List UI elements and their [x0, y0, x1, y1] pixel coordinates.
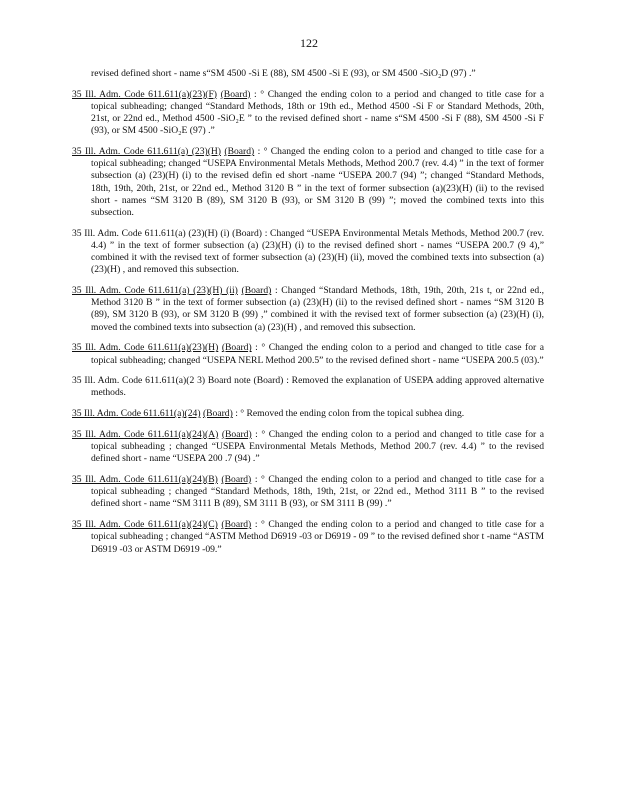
actor: (Board) — [220, 88, 251, 100]
citation: 35 Ill. Adm. Code 611.611(a)(23)(H) — [72, 342, 219, 354]
change-description: : ° Changed the ending colon to a period and changed to title case for a topical subheading ; changed “USEPA Environmental Metals Methods, Method 200.7 (rev. 4.4) ” to the revised defined short - name “USEPA 200 .7 (94) .” — [91, 428, 544, 465]
citation: 35 Ill. Adm. Code 611.611(a) (23)(H) (ii) — [72, 285, 238, 297]
amendment-entry — [72, 89, 544, 138]
citation: 35 Ill. Adm. Code 611.611(a)(23)(F) — [72, 88, 218, 100]
amendment-entry — [72, 228, 544, 277]
amendment-entry — [72, 474, 544, 511]
citation: 35 Ill. Adm. Code 611.611(a)(24)(A) — [72, 428, 219, 440]
amendment-entry — [72, 285, 544, 334]
change-description: : Changed “USEPA Environmental Metals Methods, Method 200.7 (rev. 4.4) ” in the text of former subsection (a) (23)(H) (i) to the revised defined short - names “USEPA 200.7 (9 4),” combined it with the revised text of former subsection (a) (23)(H) (ii), moved the combined texts into subsection (a) (23)(H) , and removed this subsection. — [91, 227, 544, 276]
citation: 35 Ill. Adm. Code 611.611(a)(2 3) Board note — [72, 375, 251, 387]
continued-paragraph: revised defined short - name s“SM 4500 -Si E (88), SM 4500 -Si E (93), or SM 4500 -SiO₂D (97) .” — [91, 68, 476, 79]
actor: (Board) — [202, 408, 233, 420]
actor: (Board) — [221, 473, 252, 485]
actor: (Board) — [232, 227, 262, 239]
citation: 35 Ill. Adm. Code 611.611(a)(24) — [72, 408, 201, 420]
amendment-entry — [72, 146, 544, 219]
actor: (Board) — [221, 519, 252, 531]
document-body — [72, 68, 544, 564]
actor: (Board) — [224, 146, 255, 158]
change-description: : ° Changed the ending colon to a period and changed to title case for a topical subheading; changed “Standard Methods, 18th or 19th ed., Method 4500 -Si F or Standard Methods, 20th, 21st, or 22nd ed., Method 4500 -SiO₂E ” to the revised defined short - name s“SM 4500 -Si F (88), SM 4500 -Si F (93), or SM 4500 -SiO₂E (97) .” — [91, 88, 544, 137]
change-description: : ° Changed the ending colon to a period and changed to title case for a topical subheading; changed “USEPA Environmental Metals Methods, Method 200.7 (rev. 4.4) ” in the text of former subsection (a) (23)(H) (i) to the revised defin ed short -name “USEPA 200.7 (94) ”; changed “Standard Methods, 18th, 19th, 20th, 21st, or 22nd ed., Method 3120 B ” in the text of former subsection (a)(23)(H) (ii) to the revised short - names “SM 3120 B (89), SM 3120 B (93), or SM 3120 B (99) ”; moved the combined texts into this subsection. — [91, 146, 545, 219]
amendment-entry — [72, 519, 544, 556]
amendment-entry — [72, 342, 544, 366]
citation: 35 Ill. Adm. Code 611.611(a) (23)(H) — [72, 146, 222, 158]
citation: 35 Ill. Adm. Code 611.611(a) (23)(H) (i) — [72, 227, 230, 239]
actor: (Board) — [221, 428, 252, 440]
actor: (Board) — [221, 342, 252, 354]
actor: (Board) — [241, 285, 272, 297]
page-number: 122 — [300, 36, 318, 50]
change-description: : Changed “Standard Methods, 18th, 19th, 20th, 21s t, or 22nd ed., Method 3120 B ” in the text of former subsection (a) (23)(H) (ii) to the revised defined short - names “SM 3120 B (89), SM 3120 B (93), or SM 3120 B (99) ,” combined it with the revised text of former subsection (a) (23)(H) (i), moved the combined texts into subsection (a) (23)(H) , and removed this subsection. — [91, 285, 544, 333]
actor: (Board) — [253, 375, 284, 387]
amendment-entry — [72, 375, 544, 399]
change-description: : ° Changed the ending colon to a period and changed to title case for a topical subheading; changed “USEPA NERL Method 200.5” to the revised defined short - name “USEPA 200.5 (03).” — [91, 342, 544, 366]
change-description: : ° Changed the ending colon to a period and changed to title case for a topical subheading ; changed “Standard Methods, 18th, 19th, 21st, or 22nd ed., Method 3111 B ” to the revised defined short - name “SM 3111 B (89), SM 3111 B (93), or SM 3111 B (99) .” — [91, 473, 545, 510]
change-description: : Removed the explanation of USEPA adding approved alternative methods. — [91, 375, 544, 399]
change-description: : ° Removed the ending colon from the topical subhea ding. — [235, 408, 465, 420]
amendment-entry — [72, 408, 544, 420]
change-description: : ° Changed the ending colon to a period and changed to title case for a topical subheading ; changed “ASTM Method D6919 -03 or D6919 - 09 ” to the revised defined shor t -name “ASTM D6919 -03 or ASTM D6919 -09.” — [91, 519, 545, 555]
amendment-entry — [72, 429, 544, 466]
citation: 35 Ill. Adm. Code 611.611(a)(24)(B) — [72, 473, 218, 485]
citation: 35 Ill. Adm. Code 611.611(a)(24)(C) — [72, 519, 218, 531]
